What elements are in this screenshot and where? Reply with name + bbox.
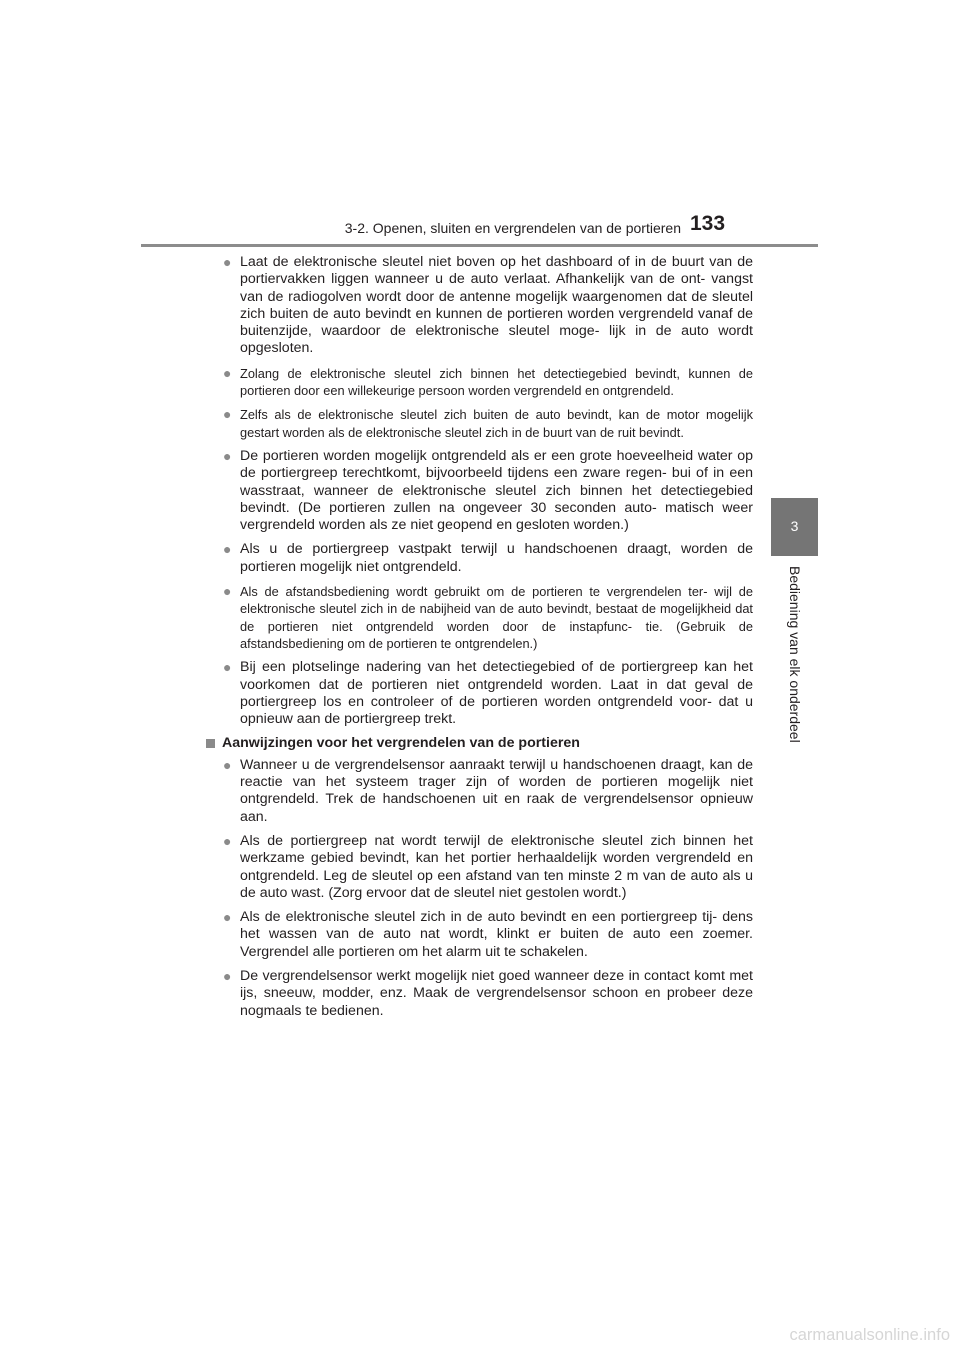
bullet-icon: ●: [223, 756, 232, 773]
section-heading: [206, 735, 736, 752]
running-header-section: 3-2. Openen, sluiten en vergrendelen van de portieren: [344, 220, 681, 236]
bullet-icon: ●: [223, 447, 232, 464]
bullet-icon: ●: [223, 541, 232, 558]
bullet-item: [223, 365, 753, 400]
chapter-number: 3: [790, 518, 799, 534]
bullet-text: Zolang de elektronische sleutel zich binnen het detectiegebied bevindt, kunnen de portieren door een willekeurige persoon worden vergrendeld en ontgrendeld.: [240, 365, 753, 399]
square-marker-icon: [206, 739, 215, 748]
bullet-icon: ●: [223, 583, 232, 600]
bullet-icon: ●: [223, 254, 232, 270]
bullet-item: [223, 254, 753, 358]
bullet-icon: ●: [223, 832, 232, 849]
bullet-text: Wanneer u de vergrendelsensor aanraakt terwijl u handschoenen draagt, kan de reactie van het systeem trager zijn of worden de portieren mogelijk niet ontgrendeld. Trek de handschoenen uit en raak de vergrendelsensor opnieuw aan.: [240, 756, 753, 825]
page-body: [223, 254, 753, 1027]
chapter-tab: [771, 498, 818, 556]
section-heading-text: Aanwijzingen voor het vergrendelen van de portieren: [222, 735, 580, 752]
bullet-item: [223, 659, 753, 728]
page-number: 133: [690, 212, 726, 235]
bullet-item: [223, 541, 753, 576]
bullet-text: Als u de portiergreep vastpakt terwijl u handschoenen draagt, worden de portieren mogelijk niet ontgrendeld.: [240, 541, 753, 575]
section-items: [223, 757, 753, 1020]
bullet-icon: ●: [223, 967, 232, 984]
bullet-item: [223, 583, 753, 652]
bullet-text: Zelfs als de elektronische sleutel zich buiten de auto bevindt, kan de motor mogelijk gestart worden als de elektronische sleutel zich in de buurt van de ruit bevindt.: [240, 407, 753, 440]
bullet-icon: ●: [223, 406, 232, 423]
bullet-text: De vergrendelsensor werkt mogelijk niet goed wanneer deze in contact komt met ijs, sneeuw, modder, enz. Maak de vergrendelsensor schoon en probeer deze nogmaals te bedienen.: [240, 967, 753, 1019]
chapter-title-vertical: Bediening van elk onderdeel: [787, 566, 803, 743]
bullet-item: [223, 406, 753, 441]
bullet-text: Als de portiergreep nat wordt terwijl de elektronische sleutel zich binnen het werkzame gebied bevindt, kan het portier herhaaldelijk worden vergrendeld en ontgrendeld. Leg de sleutel op een afstand van ten minste 2 m van de auto als u de auto wast. (Zorg ervoor dat de sleutel niet gestolen wordt.): [240, 832, 753, 901]
bullet-text: Als de afstandsbediening wordt gebruikt om de portieren te vergrendelen ter- wijl de elektronische sleutel zich in de nabijheid van de auto bevindt, bestaat de mogelijkheid dat de portieren niet ontgrendeld worden door de instapfunc- tie. (Gebruik de afstandsbediening om de portieren te ontgrendelen.): [240, 584, 753, 651]
bullet-item: [223, 968, 753, 1020]
header-divider: [141, 244, 818, 247]
bullet-text: De portieren worden mogelijk ontgrendeld als er een grote hoeveelheid water op de portiergreep terechtkomt, bijvoorbeeld tijdens een zware regen- bui of in een wasstraat, wanneer de elektronische sleutel zich binnen het detectiegebied bevindt. (De portieren zullen na ongeveer 30 seconden auto- matisch weer vergrendeld worden als ze niet geopend en gesloten worden.): [240, 447, 753, 534]
bullet-icon: ●: [223, 909, 232, 926]
bullet-icon: ●: [223, 659, 232, 676]
bullet-item: [223, 909, 753, 961]
bullet-icon: ●: [223, 364, 232, 381]
bullet-item: [223, 448, 753, 534]
bullet-item: [223, 833, 753, 902]
bullet-text: Bij een plotselinge nadering van het detectiegebied of de portiergreep kan het voorkomen dat de portieren niet ontgrendeld worden. Laat in dat geval de portiergreep los en controleer of de portieren worden ontgrendeld voor- dat u opnieuw aan de portiergreep trekt.: [240, 659, 753, 728]
bullet-text: Als de elektronische sleutel zich in de auto bevindt en een portiergreep tij- dens het wassen van de auto nat wordt, klinkt er buiten de auto een zoemer. Vergrendel alle portieren om het alarm uit te schakelen.: [240, 909, 753, 960]
watermark: carmanualsonline.info: [789, 1326, 950, 1344]
bullet-text: Laat de elektronische sleutel niet boven op het dashboard of in de buurt van de portiervakken liggen wanneer u de auto verlaat. Afhankelijk van de ont- vangst van de radiogolven wordt door de antenne mogelijk waargenomen dat de sleutel zich buiten de auto bevindt en kunnen de portieren worden vergrendeld vanaf de buitenzijde, waardoor de elektronische sleutel moge- lijk in de auto wordt opgesloten.: [240, 254, 753, 357]
bullet-item: [223, 757, 753, 826]
